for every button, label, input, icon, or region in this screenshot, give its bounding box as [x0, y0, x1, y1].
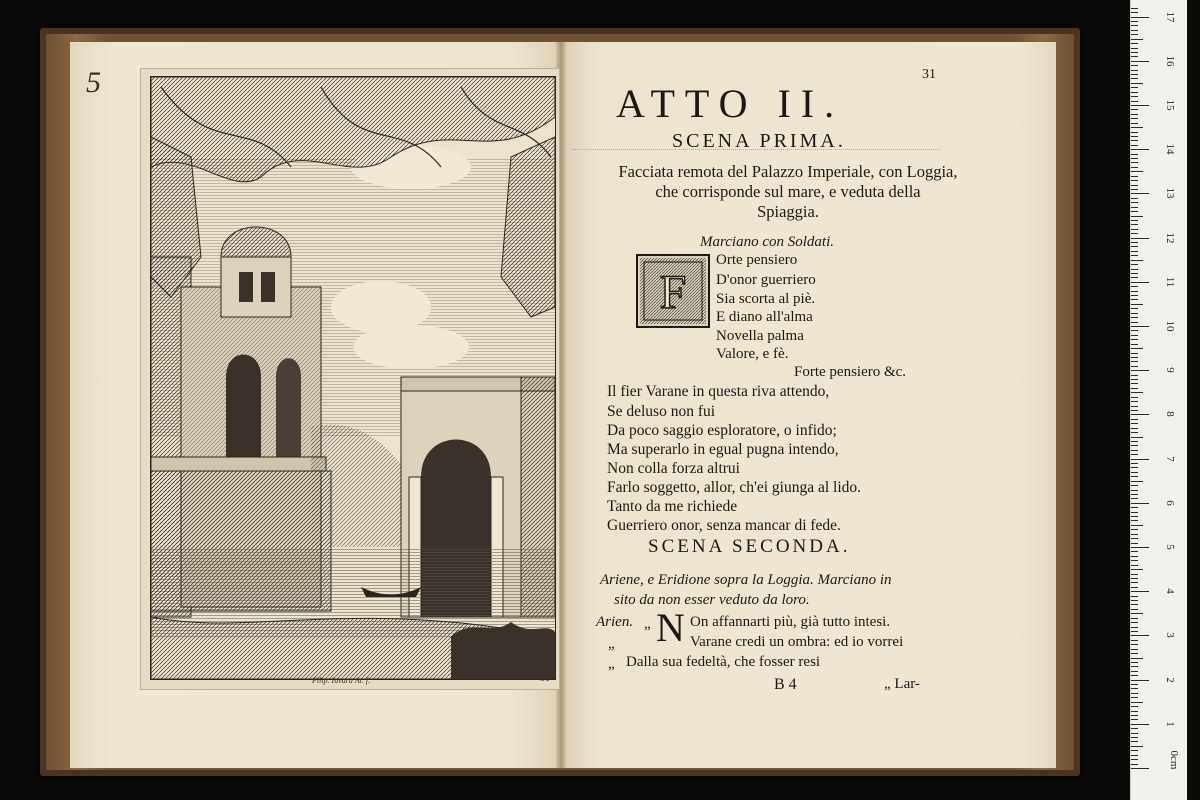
ruler-tick: [1131, 631, 1138, 632]
ruler-tick: [1131, 582, 1138, 583]
ruler-tick: [1131, 83, 1143, 84]
ruler-tick: [1131, 512, 1138, 513]
ruler-tick: [1131, 520, 1138, 521]
ruler-tick: [1131, 370, 1149, 371]
ruler-tick: [1131, 437, 1143, 438]
text-line: Se deluso non fui: [607, 403, 716, 420]
drop-cap-ornament: [636, 254, 710, 328]
floral-ornament-icon: [638, 256, 708, 326]
ruler-tick: [1131, 706, 1138, 707]
ruler-tick: [1131, 728, 1138, 729]
ruler-tick: [1131, 432, 1138, 433]
ruler-tick: [1131, 114, 1138, 115]
ruler-tick: [1131, 30, 1138, 31]
scene-setting: [600, 162, 976, 222]
ruler-tick: [1131, 238, 1149, 239]
ruler-tick: [1131, 392, 1143, 393]
catchword: „ Lar-: [884, 676, 920, 692]
ruler-tick: [1131, 74, 1138, 75]
ruler-tick: [1131, 291, 1138, 292]
ruler-tick: [1131, 498, 1138, 499]
ruler-tick: [1131, 251, 1138, 252]
ruler-tick: [1131, 516, 1138, 517]
ruler-tick: [1131, 176, 1138, 177]
ruler-tick: [1131, 65, 1138, 66]
setting-line: che corrisponde sul mare, e veduta della: [655, 182, 921, 201]
ruler-tick: [1131, 109, 1138, 110]
ruler-tick: [1131, 565, 1138, 566]
ruler-tick: [1131, 132, 1138, 133]
divider: [572, 149, 940, 150]
ruler-tick: [1131, 78, 1138, 79]
ruler-number: 17: [1164, 11, 1176, 23]
ruler-number: 8: [1164, 411, 1176, 418]
ruler-tick: [1131, 185, 1138, 186]
ruler-tick: [1131, 255, 1138, 256]
ruler-tick: [1131, 101, 1138, 102]
ruler-tick: [1131, 8, 1138, 9]
ruler-tick: [1131, 136, 1138, 137]
drop-cap-letter: F: [659, 266, 687, 319]
ruler-number: 13: [1164, 187, 1176, 199]
ruler-tick: [1131, 644, 1138, 645]
ruler-tick: [1131, 737, 1138, 738]
speaker-name: Arien.: [596, 614, 634, 630]
ruler-tick: [1131, 534, 1138, 535]
quote-mark: „: [644, 616, 651, 632]
ruler-tick: [1131, 313, 1138, 314]
quote-mark: „: [608, 636, 615, 652]
ruler-tick: [1131, 21, 1138, 22]
ruler-number: 9: [1164, 367, 1176, 373]
ruler-tick: [1131, 198, 1138, 199]
ruler-tick: [1131, 414, 1149, 415]
ruler-tick: [1131, 454, 1138, 455]
ruler-tick: [1131, 105, 1149, 106]
ruler-tick: [1131, 339, 1138, 340]
ruler-tick: [1131, 719, 1138, 720]
verse-line: D'onor guerriero: [716, 272, 816, 288]
ruler-tick: [1131, 308, 1138, 309]
ruler-tick: [1131, 574, 1138, 575]
ruler-tick: [1131, 397, 1138, 398]
ruler-tick: [1131, 348, 1143, 349]
verse-line: Valore, e fè.: [716, 346, 789, 362]
ruler-tick: [1131, 216, 1143, 217]
ruler-tick: [1131, 127, 1143, 128]
ruler-tick: [1131, 529, 1138, 530]
ruler-tick: [1131, 613, 1143, 614]
ruler-tick: [1131, 366, 1138, 367]
dialogue-line: Varane credi un ombra: ed io vorrei: [690, 634, 904, 650]
ruler-tick: [1131, 171, 1143, 172]
ruler-tick: [1131, 406, 1138, 407]
engraving-illustration: [150, 76, 556, 680]
ruler-tick: [1131, 118, 1138, 119]
ruler-tick: [1131, 335, 1138, 336]
ruler-tick: [1131, 344, 1138, 345]
ruler-tick: [1131, 490, 1138, 491]
ruler-number: 1: [1164, 721, 1176, 727]
ruler-tick: [1131, 326, 1149, 327]
text-line: Il fier Varane in questa riva attendo,: [607, 383, 830, 400]
ruler-tick: [1131, 711, 1138, 712]
ruler-number: 4: [1164, 588, 1176, 594]
verse-line: E diano all'alma: [716, 309, 813, 325]
ruler-tick: [1131, 693, 1138, 694]
ruler-tick: [1131, 684, 1138, 685]
act-title: ATTO II.: [616, 81, 845, 126]
ruler-tick: [1131, 383, 1138, 384]
ruler-tick: [1131, 596, 1138, 597]
ruler-tick: [1131, 158, 1138, 159]
ruler-tick: [1131, 525, 1143, 526]
setting-line: Facciata remota del Palazzo Imperiale, con Loggia,: [618, 162, 958, 181]
stage-scene-drawing: [151, 77, 555, 679]
ruler-tick: [1131, 269, 1138, 270]
ruler-tick: [1131, 543, 1138, 544]
ruler-tick: [1131, 70, 1138, 71]
ruler-number: 15: [1164, 99, 1176, 111]
ruler-tick: [1131, 560, 1138, 561]
ruler-tick: [1131, 688, 1138, 689]
ruler-tick: [1131, 282, 1149, 283]
ruler-tick: [1131, 551, 1138, 552]
ruler-tick: [1131, 485, 1138, 486]
ruler-tick: [1131, 419, 1138, 420]
ruler-tick: [1131, 503, 1149, 504]
ruler-number: 6: [1164, 500, 1176, 506]
folio-mark: 5: [86, 66, 101, 99]
dialogue-line: On affannarti più, già tutto intesi.: [690, 614, 891, 630]
stage-direction-line: sito da non esser veduto da loro.: [614, 592, 810, 608]
ruler-tick: [1131, 759, 1138, 760]
ruler-tick: [1131, 649, 1138, 650]
ruler-tick: [1131, 286, 1138, 287]
ruler-tick: [1131, 755, 1138, 756]
ruler-tick: [1131, 180, 1138, 181]
ruler-tick: [1131, 401, 1138, 402]
ruler-tick: [1131, 507, 1138, 508]
engraver-credit: Filip. Iuvara Ar. f.: [312, 676, 371, 685]
ruler-number: 10: [1164, 320, 1176, 332]
ruler-tick: [1131, 92, 1138, 93]
ruler-tick: [1131, 34, 1138, 35]
ruler-tick: [1131, 666, 1138, 667]
stage-direction-line: Ariene, e Eridione sopra la Loggia. Marciano in: [600, 572, 892, 588]
ruler-tick: [1131, 220, 1138, 221]
ruler-tick: [1131, 702, 1143, 703]
ruler-tick: [1131, 423, 1138, 424]
ruler-tick: [1131, 600, 1138, 601]
ruler-tick: [1131, 764, 1138, 765]
ruler-tick: [1131, 428, 1138, 429]
ruler-tick: [1131, 211, 1138, 212]
ruler-tick: [1131, 675, 1138, 676]
text-line: Tanto da me richiede: [607, 498, 738, 515]
ruler-tick: [1131, 622, 1138, 623]
ruler-tick: [1131, 746, 1143, 747]
ruler-tick: [1131, 463, 1138, 464]
ruler-tick: [1131, 322, 1138, 323]
scene-one-heading: SCENA PRIMA.: [672, 130, 846, 152]
ruler-tick: [1131, 662, 1138, 663]
ruler-tick: [1131, 640, 1138, 641]
ruler-tick: [1131, 547, 1149, 548]
ruler-tick: [1131, 277, 1138, 278]
ruler-tick: [1131, 233, 1138, 234]
ruler-tick: [1131, 12, 1138, 13]
verse-line: Orte pensiero: [716, 252, 798, 268]
ruler-tick: [1131, 724, 1149, 725]
ruler-tick: [1131, 733, 1138, 734]
text-line: Farlo soggetto, allor, ch'ei giunga al lido.: [607, 479, 861, 496]
ruler-tick: [1131, 48, 1138, 49]
ruler-tick: [1131, 671, 1138, 672]
verse-line: Novella palma: [716, 328, 804, 344]
ruler-tick: [1131, 52, 1138, 53]
ruler-tick: [1131, 207, 1138, 208]
ruler-tick: [1131, 39, 1143, 40]
ruler-tick: [1131, 467, 1138, 468]
signature-mark: B 4: [774, 676, 797, 693]
ruler-tick: [1131, 295, 1138, 296]
ruler-tick: [1131, 17, 1149, 18]
ruler-tick: [1131, 224, 1138, 225]
ruler-tick: [1131, 357, 1138, 358]
ruler-tick: [1131, 264, 1138, 265]
ruler-tick: [1131, 87, 1138, 88]
ruler-tick: [1131, 140, 1138, 141]
ruler-number: 2: [1164, 676, 1176, 683]
ruler-tick: [1131, 635, 1149, 636]
ruler-tick: [1131, 609, 1138, 610]
ruler-tick: [1131, 450, 1138, 451]
ruler-tick: [1131, 193, 1149, 194]
ruler-tick: [1131, 604, 1138, 605]
ruler-tick: [1131, 591, 1149, 592]
ruler-tick: [1131, 410, 1138, 411]
reprise-line: Forte pensiero &c.: [794, 364, 907, 380]
verse-line: Sia scorta al piè.: [716, 291, 816, 307]
ruler-tick: [1131, 167, 1138, 168]
ruler-tick: [1131, 538, 1138, 539]
ruler-number: 3: [1164, 632, 1176, 639]
ruler-tick: [1131, 441, 1138, 442]
ruler-tick: [1131, 680, 1149, 681]
ruler-tick: [1131, 375, 1138, 376]
ruler-tick: [1131, 569, 1143, 570]
ruler-tick: [1131, 618, 1138, 619]
setting-line: Spiaggia.: [757, 202, 819, 221]
ruler-tick: [1131, 379, 1138, 380]
ruler-tick: [1131, 96, 1138, 97]
ruler-tick: [1131, 658, 1143, 659]
ruler-tick: [1131, 162, 1138, 163]
ruler-tick: [1131, 304, 1143, 305]
ruler-tick: [1131, 299, 1138, 300]
text-line: Non colla forza altrui: [607, 460, 740, 477]
ruler-tick: [1131, 246, 1138, 247]
ruler-tick: [1131, 61, 1149, 62]
ruler-tick: [1131, 353, 1138, 354]
ruler-number: 12: [1164, 232, 1176, 244]
ruler-tick: [1131, 242, 1138, 243]
ruler-tick: [1131, 273, 1138, 274]
ruler-tick: [1131, 494, 1138, 495]
text-line: Ma superarlo in egual pugna intendo,: [607, 441, 839, 458]
ruler-tick: [1131, 627, 1138, 628]
ruler-tick: [1131, 653, 1138, 654]
ruler-number: 14: [1164, 143, 1176, 155]
text-line: Guerriero onor, senza mancar di fede.: [607, 517, 841, 534]
measuring-ruler: [1130, 0, 1187, 800]
ruler-tick: [1131, 25, 1138, 26]
ruler-tick: [1131, 317, 1138, 318]
ruler-tick: [1131, 587, 1138, 588]
page-number: 31: [922, 67, 936, 82]
ruler-tick: [1131, 697, 1138, 698]
ruler-tick: [1131, 481, 1143, 482]
ruler-tick: [1131, 154, 1138, 155]
ruler-tick: [1131, 229, 1138, 230]
ruler-number: 16: [1164, 55, 1176, 67]
ruler-tick: [1131, 43, 1138, 44]
ruler-number: 5: [1164, 544, 1176, 550]
ruler-tick: [1131, 741, 1138, 742]
ruler-tick: [1131, 123, 1138, 124]
ruler-tick: [1131, 260, 1143, 261]
ruler-tick: [1131, 556, 1138, 557]
ruler-tick: [1131, 472, 1138, 473]
text-line: Da poco saggio esploratore, o infido;: [607, 422, 837, 439]
ruler-tick: [1131, 202, 1138, 203]
ruler-unit-label: 0cm: [1168, 750, 1180, 770]
dialogue-line: Dalla sua fedeltà, che fosser resi: [626, 654, 821, 670]
ruler-tick: [1131, 476, 1138, 477]
ruler-tick: [1131, 388, 1138, 389]
dialogue-initial: N: [656, 605, 685, 650]
ruler-tick: [1131, 145, 1138, 146]
ruler-tick: [1131, 750, 1138, 751]
character-line: Marciano con Soldati.: [700, 234, 835, 250]
ruler-tick: [1131, 715, 1138, 716]
ruler-number: 7: [1164, 455, 1176, 462]
ruler-tick: [1131, 361, 1138, 362]
ruler-tick: [1131, 445, 1138, 446]
scene-two-heading: SCENA SECONDA.: [648, 536, 851, 557]
ruler-number: 11: [1164, 276, 1176, 288]
ruler-tick: [1131, 56, 1138, 57]
ruler-tick: [1131, 189, 1138, 190]
ruler-tick: [1131, 149, 1149, 150]
ruler-tick: [1131, 578, 1138, 579]
plate-number: 31: [540, 673, 550, 684]
ruler-tick: [1131, 459, 1149, 460]
ruler-tick: [1131, 768, 1149, 769]
ruler-tick: [1131, 330, 1138, 331]
quote-mark: „: [608, 656, 615, 672]
